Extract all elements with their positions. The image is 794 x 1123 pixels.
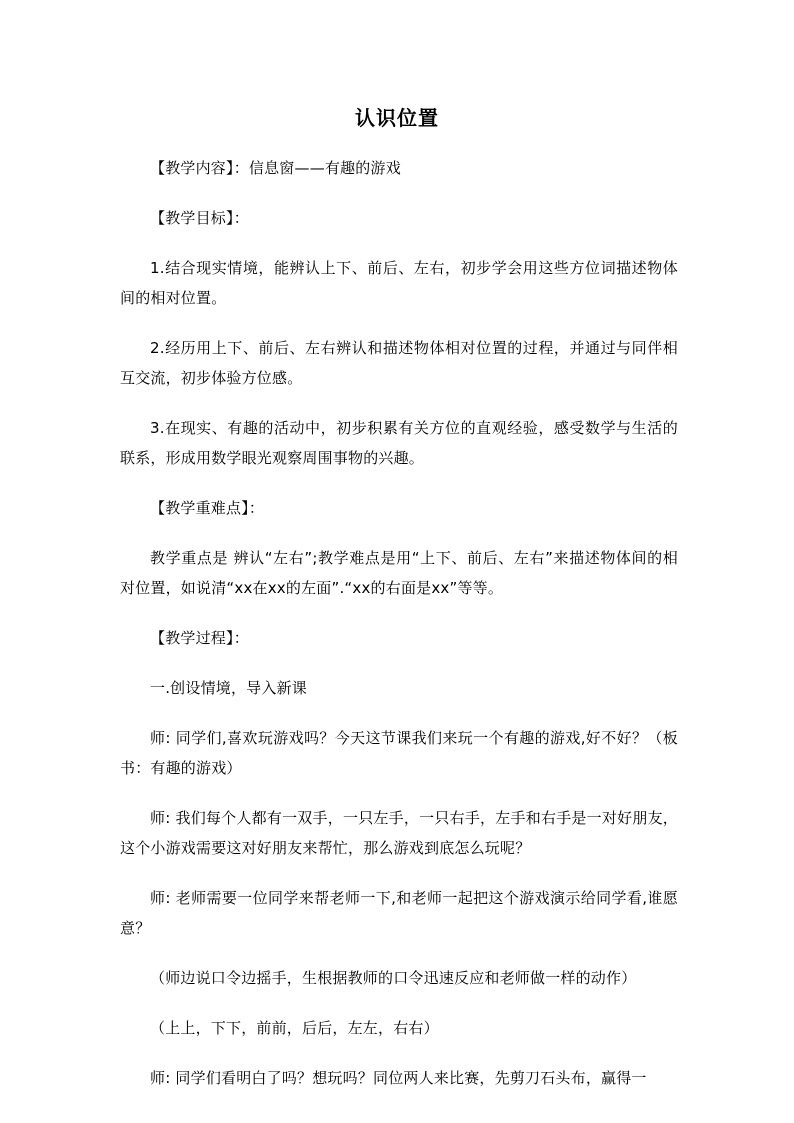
paragraph-step-1: 一.创设情境，导入新课 <box>150 679 307 697</box>
document-body <box>120 153 678 1113</box>
paragraph-note-1: （师边说口令边摇手，生根据教师的口令迅速反应和老师做一样的动作） <box>150 969 637 987</box>
paragraph-teacher-2: 师: 我们每个人都有一双手，一只左手，一只右手，左手和右手是一对好朋友，这个小游戏需要这对好朋友来帮忙，那么游戏到底怎么玩呢？ <box>120 809 678 857</box>
paragraph-goal-3: 3.在现实、有趣的活动中，初步积累有关方位的直观经验，感受数学与生活的联系，形成用数学眼光观察周围事物的兴趣。 <box>120 419 678 467</box>
paragraph-teaching-content: 【教学内容】：信息窗——有趣的游戏 <box>150 159 401 177</box>
document-title: 认识位置 <box>355 106 439 130</box>
paragraph-note-2: （上上，下下，前前，后后，左左，右右） <box>150 1019 439 1037</box>
paragraph-teacher-1: 师: 同学们,喜欢玩游戏吗？今天这节课我们来玩一个有趣的游戏,好不好？（板书：有趣的游戏） <box>120 729 678 777</box>
paragraph-process-heading: 【教学过程】： <box>150 629 249 647</box>
paragraph-goal-2: 2.经历用上下、前后、左右辨认和描述物体相对位置的过程，并通过与同伴相互交流，初步体验方位感。 <box>120 339 678 387</box>
paragraph-teacher-3: 师: 老师需要一位同学来帮老师一下,和老师一起把这个游戏演示给同学看,谁愿意？ <box>120 889 678 937</box>
paragraph-teaching-goals-heading: 【教学目标】： <box>150 209 249 227</box>
paragraph-key-points-heading: 【教学重难点】： <box>150 499 265 517</box>
paragraph-goal-1: 1.结合现实情境，能辨认上下、前后、左右，初步学会用这些方位词描述物体间的相对位置。 <box>120 259 678 307</box>
paragraph-teacher-4: 师: 同学们看明白了吗？想玩吗？同位两人来比赛，先剪刀石头布，赢得一 <box>150 1069 647 1087</box>
paragraph-key-points: 教学重点是 辨认“左右”;教学难点是用“上下、前后、左右”来描述物体间的相对位置，如说清“xx在xx的左面”.“xx的右面是xx”等等。 <box>120 549 678 597</box>
